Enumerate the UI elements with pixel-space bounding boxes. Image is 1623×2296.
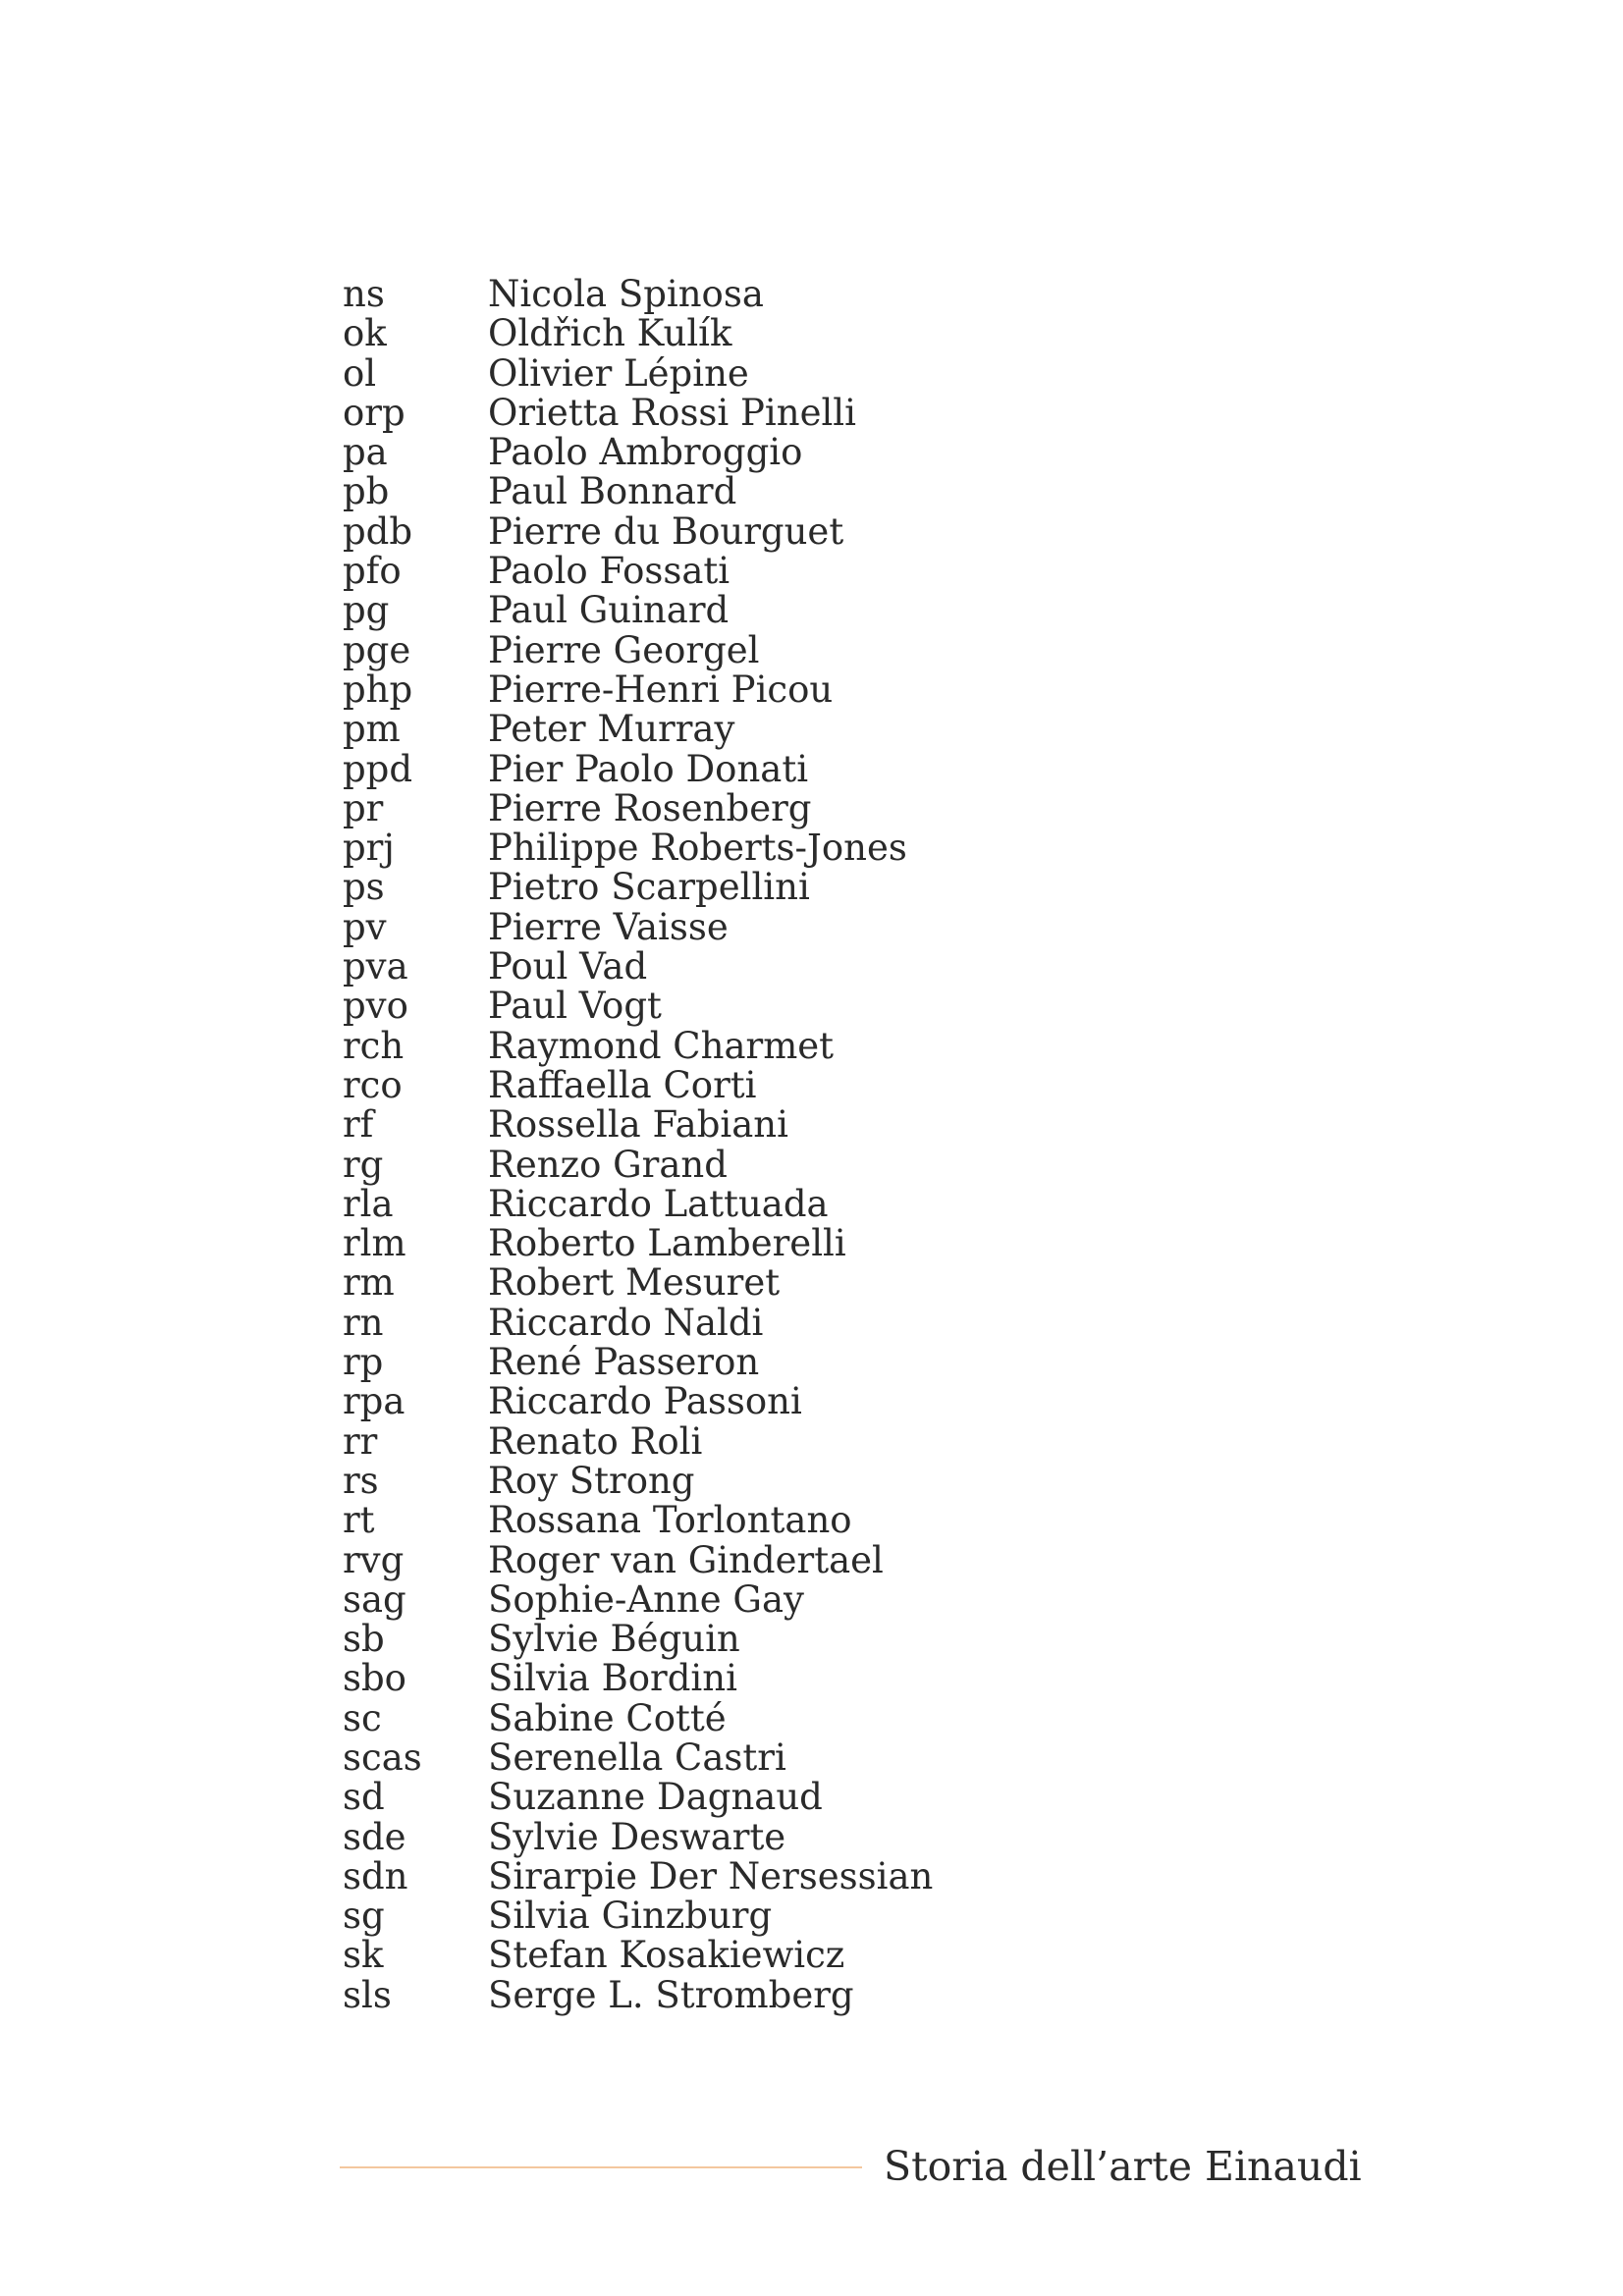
entry-name: Roy Strong — [488, 1459, 695, 1502]
list-item — [343, 1696, 933, 1739]
entry-name: Pierre-Henri Picou — [488, 667, 834, 711]
list-item — [343, 1182, 933, 1225]
entry-abbreviation: sg — [343, 1895, 385, 1938]
entry-name: Paolo Ambroggio — [488, 431, 803, 474]
entry-name: Paolo Fossati — [488, 550, 730, 593]
list-item — [343, 1538, 933, 1581]
list-item — [343, 433, 933, 472]
list-item — [343, 1896, 933, 1936]
entry-abbreviation: rg — [343, 1143, 384, 1186]
entry-abbreviation: pva — [343, 945, 408, 988]
list-item — [343, 1936, 933, 1975]
entry-abbreviation: sdn — [343, 1854, 408, 1897]
list-item — [343, 667, 933, 711]
entry-name: Renato Roli — [488, 1419, 703, 1463]
entry-abbreviation: sd — [343, 1776, 385, 1819]
list-item — [343, 1501, 933, 1540]
list-item — [343, 1024, 933, 1067]
list-item — [343, 591, 933, 630]
list-item — [343, 905, 933, 948]
list-item — [343, 1459, 933, 1502]
list-item — [343, 1263, 933, 1303]
entry-abbreviation: rp — [343, 1341, 384, 1384]
entry-name: Silvia Bordini — [488, 1657, 737, 1700]
entry-name: Sylvie Béguin — [488, 1618, 740, 1661]
entry-name: Serge L. Stromberg — [488, 1973, 854, 2016]
list-item — [343, 628, 933, 671]
entry-abbreviation: sag — [343, 1577, 406, 1621]
list-item — [343, 1620, 933, 1659]
entry-name: Renzo Grand — [488, 1143, 728, 1186]
entry-name: Pier Paolo Donati — [488, 747, 809, 790]
entry-name: Oldřich Kulík — [488, 312, 732, 355]
entry-name: Peter Murray — [488, 708, 735, 751]
entry-abbreviation: pfo — [343, 550, 402, 593]
entry-name: Silvia Ginzburg — [488, 1895, 773, 1938]
entry-abbreviation: rch — [343, 1024, 405, 1067]
entry-abbreviation: rlm — [343, 1222, 406, 1265]
entry-abbreviation: ol — [343, 351, 377, 395]
entry-abbreviation: prj — [343, 827, 395, 870]
entry-abbreviation: rs — [343, 1459, 379, 1502]
entry-abbreviation: pvo — [343, 985, 408, 1028]
list-item — [343, 1577, 933, 1621]
list-item — [343, 552, 933, 591]
list-item — [343, 747, 933, 790]
entry-name: Pierre Georgel — [488, 628, 760, 671]
list-item — [343, 868, 933, 907]
entry-abbreviation: pge — [343, 628, 411, 671]
entry-name: René Passeron — [488, 1341, 760, 1384]
entry-name: Paul Guinard — [488, 589, 730, 632]
entry-abbreviation: sb — [343, 1618, 385, 1661]
entry-name: Serenella Castri — [488, 1735, 786, 1779]
entry-name: Robert Mesuret — [488, 1261, 781, 1305]
list-item — [343, 1343, 933, 1382]
entry-abbreviation: pg — [343, 589, 390, 632]
list-item — [343, 710, 933, 749]
list-item — [343, 472, 933, 511]
entry-name: Riccardo Lattuada — [488, 1182, 829, 1225]
entry-name: Rossella Fabiani — [488, 1103, 788, 1147]
entry-name: Nicola Spinosa — [488, 273, 764, 315]
entry-name: Raffaella Corti — [488, 1063, 757, 1106]
list-item — [343, 1659, 933, 1698]
entry-abbreviation: pr — [343, 786, 384, 829]
entry-abbreviation: pa — [343, 431, 388, 474]
list-item — [343, 1143, 933, 1186]
entry-name: Riccardo Naldi — [488, 1301, 764, 1344]
entry-name: Paul Vogt — [488, 985, 662, 1028]
entry-name: Sirarpie Der Nersessian — [488, 1854, 934, 1897]
entry-abbreviation: sc — [343, 1696, 382, 1739]
entry-name: Pierre du Bourguet — [488, 509, 844, 553]
entry-abbreviation: pm — [343, 708, 401, 751]
entry-name: Suzanne Dagnaud — [488, 1776, 823, 1819]
entry-name: Pietro Scarpellini — [488, 866, 810, 909]
entry-name: Philippe Roberts-Jones — [488, 827, 907, 870]
contributor-list — [343, 275, 933, 2015]
list-item — [343, 786, 933, 829]
footer-rule — [340, 2166, 862, 2168]
entry-name: Rossana Torlontano — [488, 1499, 852, 1542]
list-item — [343, 1105, 933, 1145]
entry-abbreviation: rco — [343, 1063, 403, 1106]
entry-name: Pierre Vaisse — [488, 905, 729, 948]
entry-abbreviation: rla — [343, 1182, 394, 1225]
entry-abbreviation: sde — [343, 1815, 406, 1858]
list-item — [343, 275, 933, 314]
entry-name: Roberto Lamberelli — [488, 1222, 846, 1265]
entry-abbreviation: rf — [343, 1103, 374, 1147]
list-item — [343, 1419, 933, 1463]
list-item — [343, 828, 933, 868]
list-item — [343, 1224, 933, 1263]
entry-abbreviation: rr — [343, 1419, 378, 1463]
entry-name: Stefan Kosakiewicz — [488, 1934, 845, 1977]
entry-abbreviation: pb — [343, 470, 390, 513]
entry-abbreviation: sk — [343, 1934, 384, 1977]
list-item — [343, 351, 933, 395]
list-item — [343, 987, 933, 1026]
entry-name: Roger van Gindertael — [488, 1538, 884, 1581]
entry-abbreviation: rpa — [343, 1380, 406, 1423]
entry-abbreviation: sbo — [343, 1657, 406, 1700]
list-item — [343, 1382, 933, 1421]
list-item — [343, 314, 933, 353]
list-item — [343, 509, 933, 553]
entry-name: Pierre Rosenberg — [488, 786, 812, 829]
entry-name: Riccardo Passoni — [488, 1380, 802, 1423]
list-item — [343, 391, 933, 434]
list-item — [343, 1778, 933, 1817]
entry-name: Raymond Charmet — [488, 1024, 835, 1067]
entry-abbreviation: ns — [343, 273, 385, 315]
list-item — [343, 947, 933, 987]
list-item — [343, 1973, 933, 2016]
entry-name: Paul Bonnard — [488, 470, 737, 513]
entry-name: Sophie-Anne Gay — [488, 1577, 804, 1621]
entry-abbreviation: scas — [343, 1735, 422, 1779]
footer-title: Storia dell’arte Einaudi — [884, 2143, 1362, 2190]
entry-abbreviation: rn — [343, 1301, 384, 1344]
list-item — [343, 1854, 934, 1897]
entry-abbreviation: pv — [343, 905, 387, 948]
entry-name: Sabine Cotté — [488, 1696, 727, 1739]
entry-name: Olivier Lépine — [488, 351, 749, 395]
list-item — [343, 1735, 933, 1779]
entry-abbreviation: rvg — [343, 1538, 405, 1581]
list-item — [343, 1063, 933, 1106]
entry-abbreviation: php — [343, 667, 413, 711]
entry-abbreviation: pdb — [343, 509, 413, 553]
list-item — [343, 1301, 933, 1344]
entry-name: Sylvie Deswarte — [488, 1815, 786, 1858]
entry-abbreviation: rm — [343, 1261, 395, 1305]
entry-abbreviation: sls — [343, 1973, 392, 2016]
entry-name: Poul Vad — [488, 945, 648, 988]
list-item — [343, 1815, 933, 1858]
entry-name: Orietta Rossi Pinelli — [488, 391, 856, 434]
entry-abbreviation: ps — [343, 866, 385, 909]
entry-abbreviation: rt — [343, 1499, 375, 1542]
entry-abbreviation: orp — [343, 391, 406, 434]
entry-abbreviation: ppd — [343, 747, 413, 790]
entry-abbreviation: ok — [343, 312, 387, 355]
